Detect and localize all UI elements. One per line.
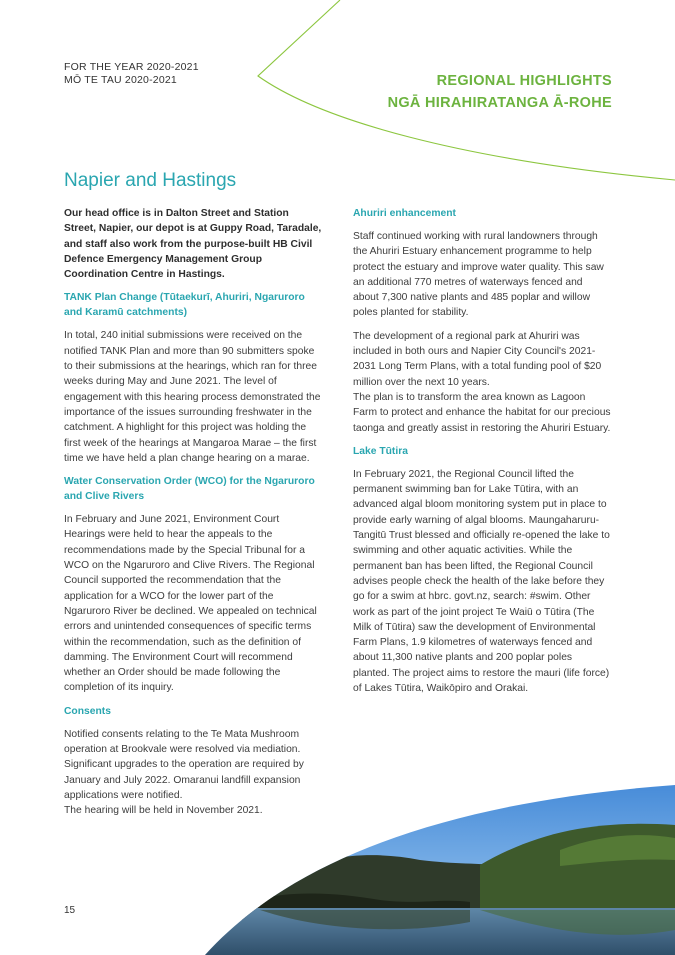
consents-text: Notified consents relating to the Te Mata Mushroom operation at Brookvale were resolved via mediation. Significant upgrades to the operation are required by January and July 2022. Omaranui landfill expansion applications were notified. <box>64 728 304 801</box>
wco-paragraph: In February and June 2021, Environment Court Hearings were held to hear the appeals to the recommendations made by the Special Tribunal for a WCO on the Ngaruroro and Clive Rivers. The Regional Council supported the recommendation that the application for a WCO for the lower part of the Ngaruroro River be declined. We appealed on technical errors and unintended consequences of specific terms within the recommendation, such as the definition of damming. The Environment Court will recommend whether an Order should be made following the completion of its inquiry. <box>64 514 317 694</box>
tank-plan-heading: TANK Plan Change (Tūtaekurī, Ahuriri, Ngaruroro and Karamū catchments) <box>64 292 305 319</box>
ahuriri-heading: Ahuriri enhancement <box>353 208 456 219</box>
tank-plan-paragraph: In total, 240 initial submissions were received on the notified TANK Plan and more than 90 submitters spoke to their submissions at the hearings, which ran for three weeks during May and June 2021. The level of engagement with this hearing process demonstrated the importance of the issues surrounding freshwater in the catchment. A highlight for this project was holding the first week of the hearings at Mangaroa Marae – the first time we have held a plan change hearing on a marae. <box>64 330 321 464</box>
regional-park-text: The development of a regional park at Ahuriri was included in both ours and Napier City Council's 2021-2031 Long Term Plans, with a total funding pool of $20 million over the next 10 years. <box>353 330 602 388</box>
lagoon-farm-text: The plan is to transform the area known as Lagoon Farm to protect and enhance the habitat for our precious taonga and greatly assist in restoring the Ahuriri Estuary. <box>353 391 611 434</box>
report-year-english: FOR THE YEAR 2020-2021 <box>64 61 199 73</box>
section-heading <box>388 70 612 114</box>
right-column <box>353 206 611 704</box>
page-number: 15 <box>64 905 76 916</box>
report-year-maori: MŌ TE TAU 2020-2021 <box>64 74 177 86</box>
consents-heading: Consents <box>64 705 111 717</box>
left-column <box>64 206 322 819</box>
lake-tutira-heading: Lake Tūtira <box>353 445 408 457</box>
section-heading-english: REGIONAL HIGHLIGHTS <box>436 73 612 89</box>
intro-paragraph: Our head office is in Dalton Street and Station Street, Napier, our depot is at Guppy Road, Taradale, and staff also work from the purpose-built HB Civil Defence Emergency Management Group Coordination Centre in Hastings. <box>64 208 322 281</box>
page-title: Napier and Hastings <box>64 170 237 191</box>
ahuriri-paragraph: Staff continued working with rural landowners through the Ahuriri Estuary enhancement programme to help protect the estuary and improve water quality. This saw an additional 770 metres of waterways fenced and about 7,300 native plants and 485 poplar and willow poles planted for stability. <box>353 231 604 319</box>
lake-landscape-photo <box>0 770 675 955</box>
lake-tutira-paragraph: In February 2021, the Regional Council lifted the permanent swimming ban for Lake Tūtira, with an advanced algal bloom monitoring system put in place to provide early warning of algal blooms. Maungaharuru-Tangitū Trust blessed and officially re-opened the lake to swimming and other aquatic activities. While the permanent ban has been lifted, the Regional Council advises people check the health of the lake before they go for a swim at hbrc. govt.nz, search: #swim. Other work as part of the joint project Te Waiū o Tūtira (The Milk of Tūtira) saw the development of Environmental Farm Plans, 1.9 kilometres of waterways fenced and about 11,300 native plants and 200 poplar poles planted. The project aims to restore the mauri (life force) of Lakes Tūtira, Waikōpiro and Orakai. <box>353 468 610 695</box>
regional-park-paragraph <box>353 329 611 436</box>
wco-heading: Water Conservation Order (WCO) for the Ngaruroro and Clive Rivers <box>64 476 315 503</box>
report-year <box>64 61 199 87</box>
section-heading-maori: NGĀ HIRAHIRATANGA Ā-ROHE <box>387 95 612 111</box>
consents-hearing-text: The hearing will be held in November 2021. <box>64 805 263 817</box>
